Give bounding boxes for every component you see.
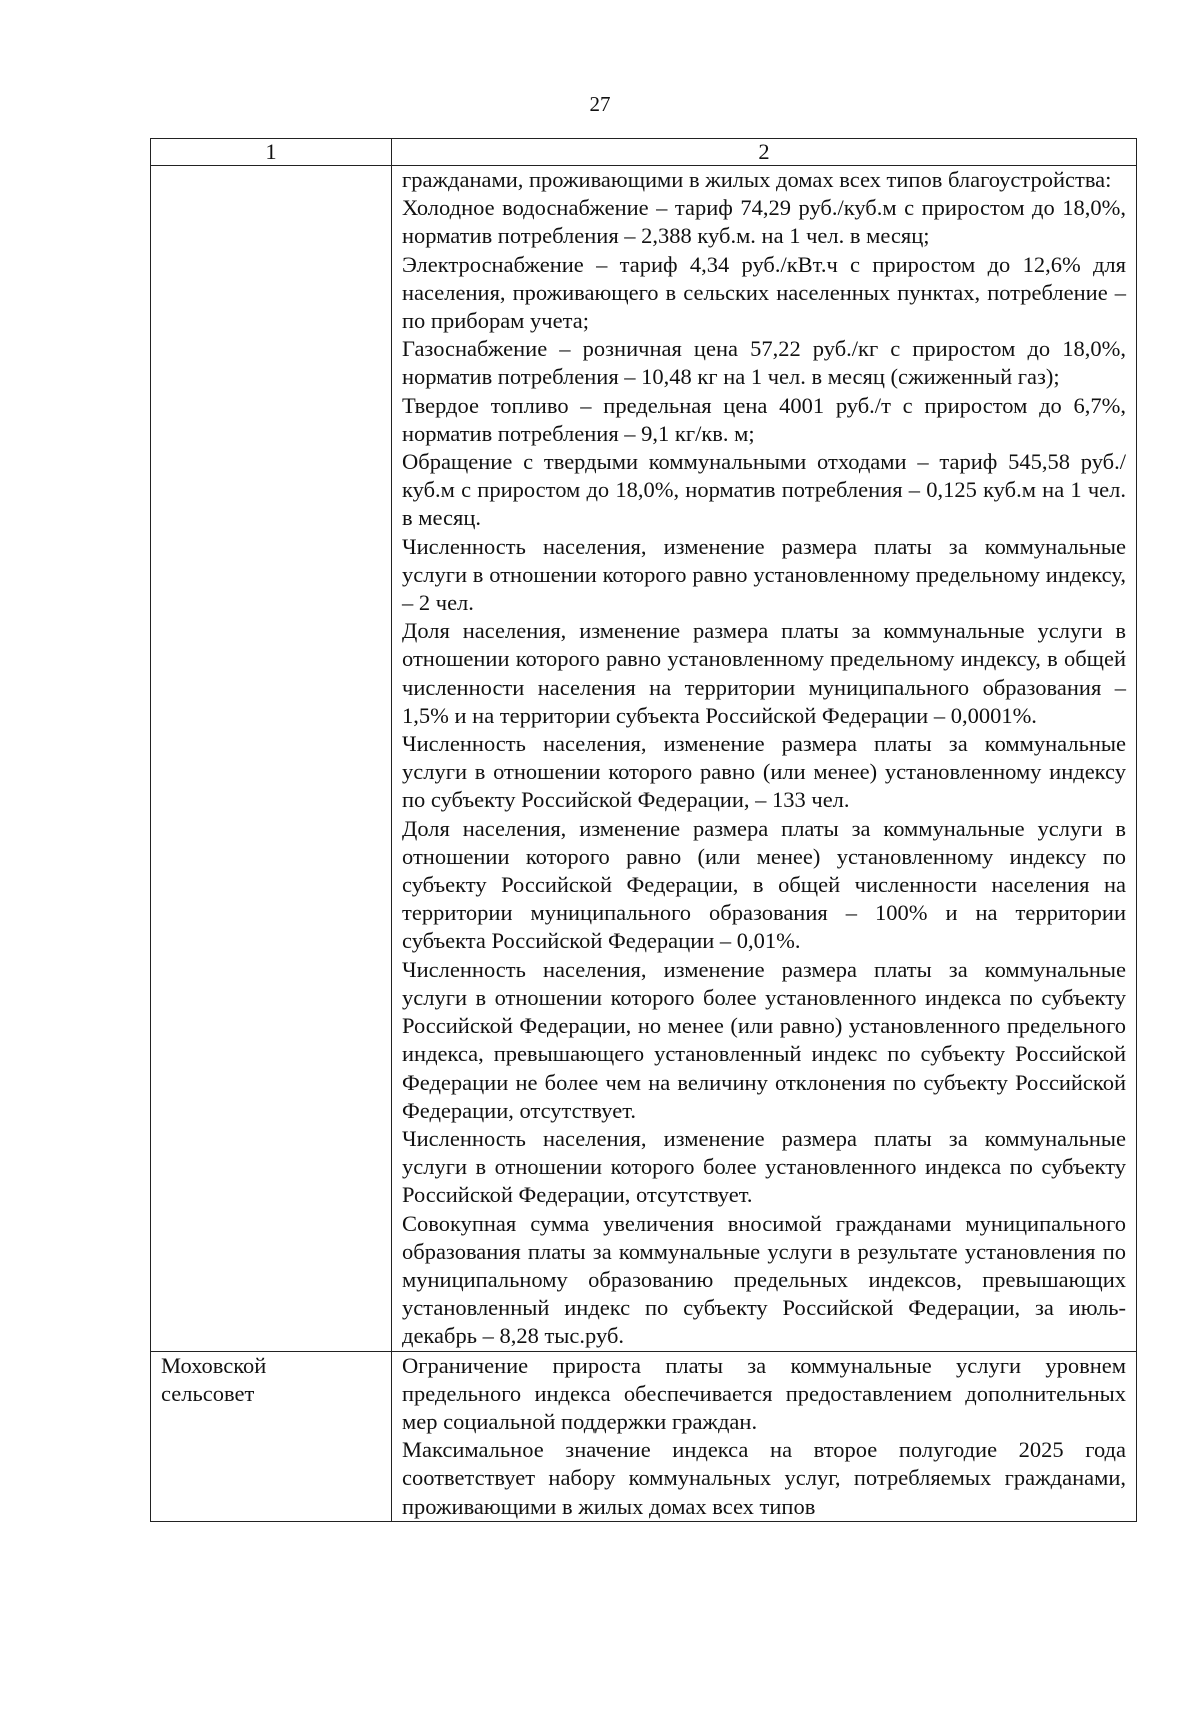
paragraph: Доля населения, изменение размера платы за коммунальные услуги в отношении которого равно установленному предельному индексу, в общей численности населения на территории муниципального образования – 1,5% и на территории субъекта Российской Федерации – 0,0001%. — [402, 618, 1126, 728]
region-cell — [151, 166, 392, 1352]
paragraph: Газоснабжение – розничная цена 57,22 руб./кг с приростом до 18,0%, норматив потребления – 10,48 кг на 1 чел. в месяц (сжиженный газ); — [402, 336, 1126, 390]
column-header-2: 2 — [392, 139, 1137, 166]
table-row — [151, 166, 1137, 1352]
table-header-row — [151, 139, 1137, 166]
page-number: 27 — [589, 92, 611, 116]
paragraph: Численность населения, изменение размера платы за коммунальные услуги в отношении которого более установленного индекса по субъекту Российской Федерации, но менее (или равно) установленного предельного индекса, превышающего установленный индекс по субъекту Российской Федерации не более чем на величину отклонения по субъекту Российской Федерации, отсутствует. — [402, 956, 1126, 1123]
region-name-line: сельсовет — [161, 1380, 255, 1406]
paragraph: Численность населения, изменение размера платы за коммунальные услуги в отношении которого равно установленному предельному индексу, – 2 чел. — [402, 533, 1126, 616]
paragraph: гражданами, проживающими в жилых домах всех типов благоустройства: — [402, 167, 1112, 192]
region-name-line: Моховской — [161, 1352, 267, 1378]
column-header-1: 1 — [151, 139, 392, 166]
region-cell — [151, 1351, 392, 1521]
paragraph: Максимальное значение индекса на второе полугодие 2025 года соответствует набору коммунальных услуг, потребляемых гражданами, проживающими в жилых домах всех типов — [402, 1437, 1126, 1519]
paragraph: Совокупная сумма увеличения вносимой гражданами муниципального образования платы за коммунальные услуги в результате установления по муниципальному образованию предельных индексов, превышающих установленный индекс по субъекту Российской Федерации, за июль-декабрь – 8,28 тыс.руб. — [402, 1210, 1126, 1349]
paragraph: Твердое топливо – предельная цена 4001 руб./т с приростом до 6,7%, норматив потребления – 9,1 кг/кв. м; — [402, 392, 1126, 446]
paragraph: Обращение с твердыми коммунальными отходами – тариф 545,58 руб./куб.м с приростом до 18,0%, норматив потребления – 0,125 куб.м на 1 чел. в месяц. — [402, 449, 1126, 531]
content-cell — [392, 166, 1137, 1352]
paragraph: Численность населения, изменение размера платы за коммунальные услуги в отношении которого более установленного индекса по субъекту Российской Федерации, отсутствует. — [402, 1125, 1126, 1208]
paragraph: Численность населения, изменение размера платы за коммунальные услуги в отношении которого равно (или менее) установленному индексу по субъекту Российской Федерации, – 133 чел. — [402, 731, 1126, 813]
table-row — [151, 1351, 1137, 1521]
paragraph: Ограничение прироста платы за коммунальные услуги уровнем предельного индекса обеспечивается предоставлением дополнительных мер социальной поддержки граждан. — [402, 1352, 1126, 1434]
paragraph: Доля населения, изменение размера платы за коммунальные услуги в отношении которого равно (или менее) установленному индексу по субъекту Российской Федерации, в общей численности населения на территории муниципального образования – 100% и на территории субъекта Российской Федерации – 0,01%. — [402, 815, 1126, 954]
paragraph: Холодное водоснабжение – тариф 74,29 руб./куб.м с приростом до 18,0%, норматив потребления – 2,388 куб.м. на 1 чел. в месяц; — [402, 195, 1126, 249]
paragraph: Электроснабжение – тариф 4,34 руб./кВт.ч с приростом до 12,6% для населения, проживающего в сельских населенных пунктах, потребление – по приборам учета; — [402, 251, 1126, 334]
tariff-table — [150, 138, 1137, 1522]
content-cell — [392, 1351, 1137, 1521]
